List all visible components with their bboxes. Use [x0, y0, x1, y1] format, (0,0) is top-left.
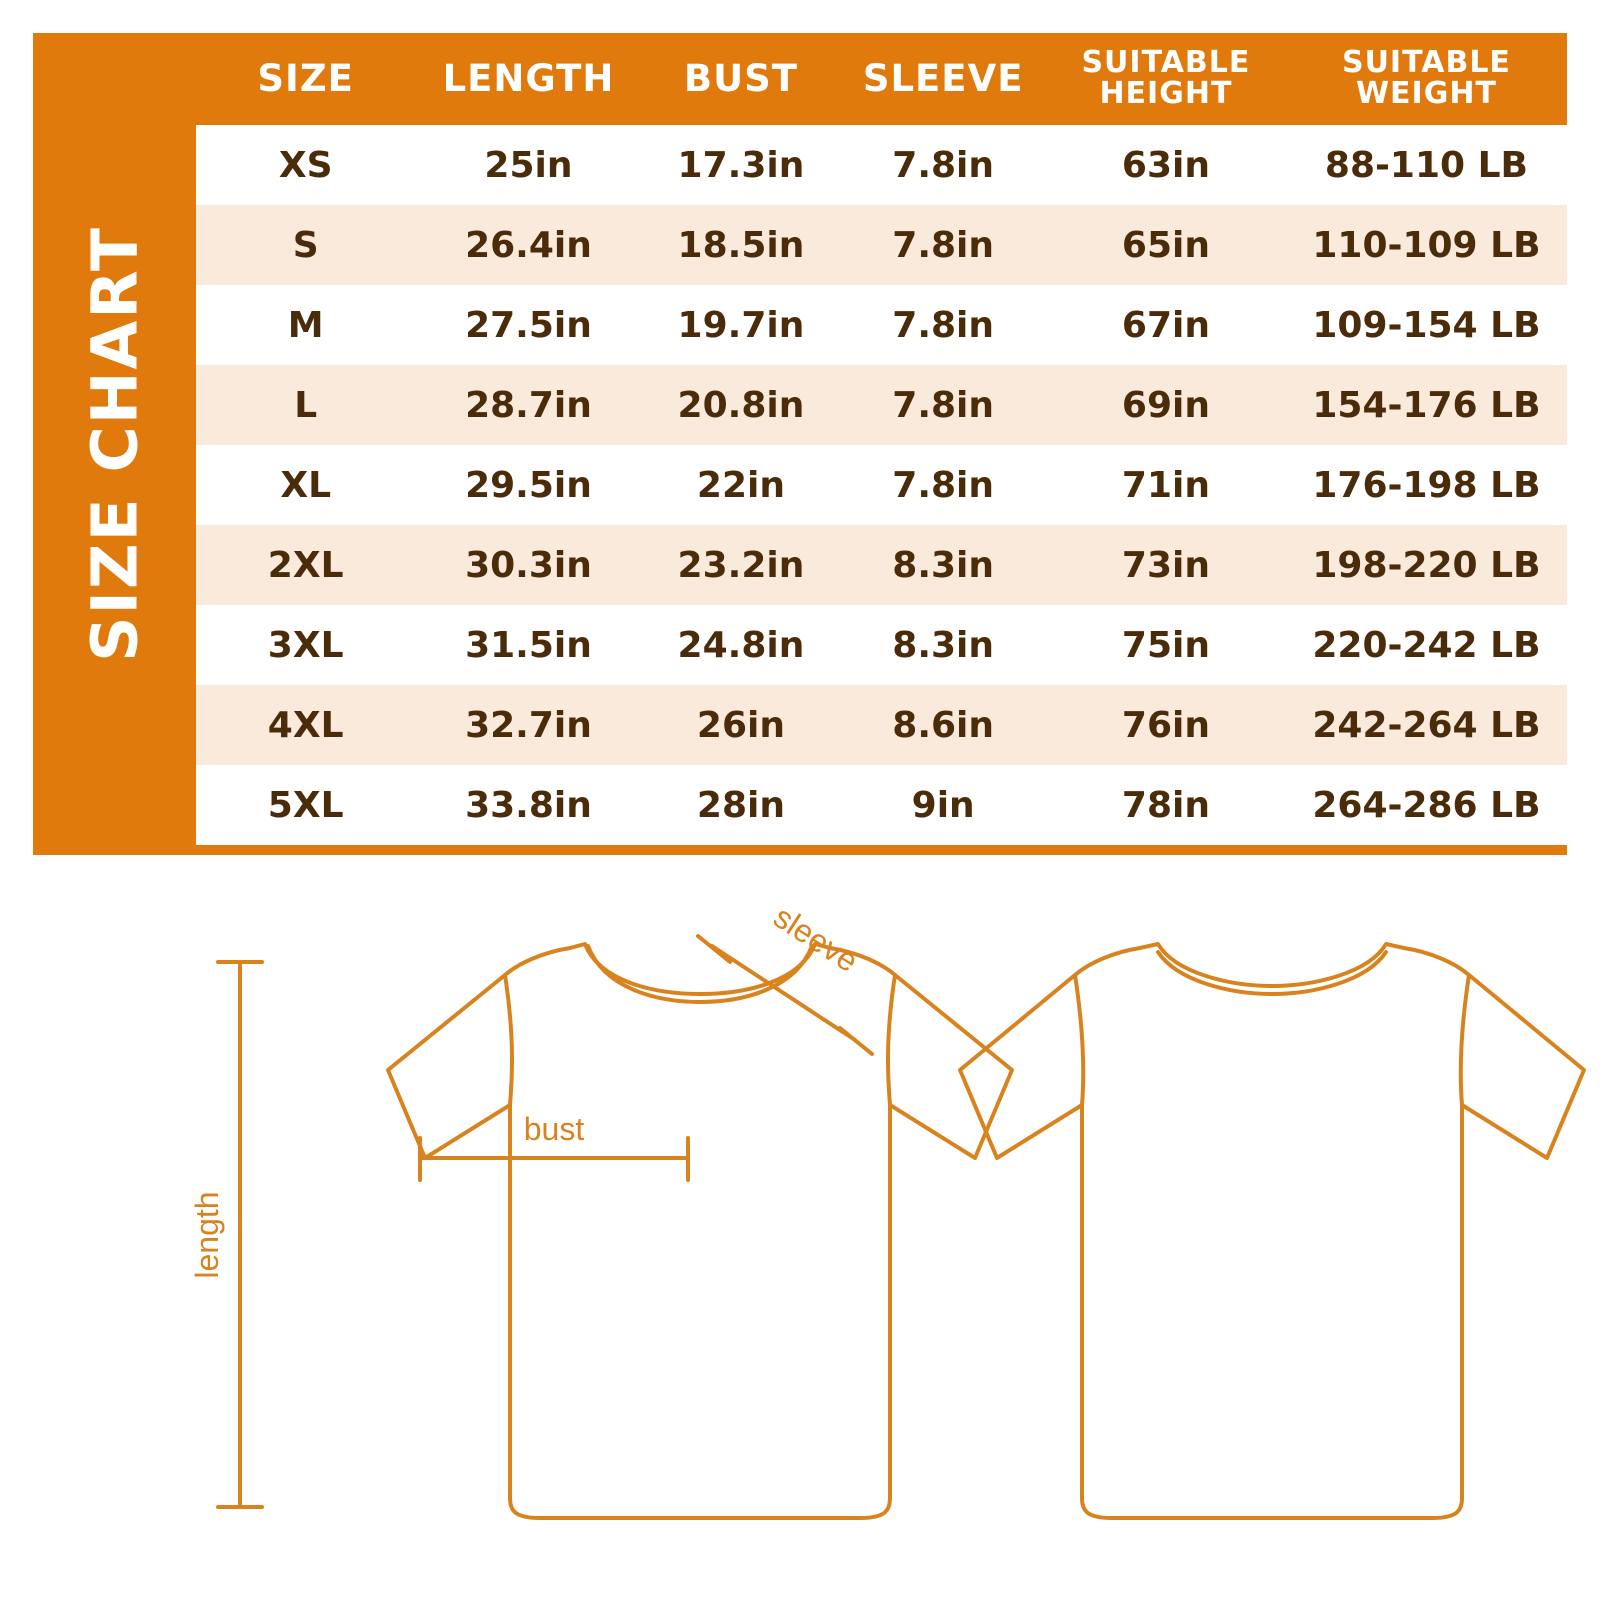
column-header-suitable-height-line2: HEIGHT: [1099, 76, 1233, 111]
column-header-length: LENGTH: [442, 57, 615, 101]
cell-bust: 20.8in: [642, 365, 841, 445]
cell-length: 25in: [415, 125, 641, 205]
column-header-suitable-weight-line2: WEIGHT: [1355, 76, 1497, 111]
cell-size: M: [196, 285, 415, 365]
page-title: SIZE CHART: [78, 226, 151, 662]
cell-size: 4XL: [196, 685, 415, 765]
cell-length: 29.5in: [415, 445, 641, 525]
cell-length: 27.5in: [415, 285, 641, 365]
cell-suitable-weight: 176-198 LB: [1286, 445, 1567, 525]
cell-suitable-height: 75in: [1046, 605, 1286, 685]
bust-label: bust: [523, 1111, 585, 1147]
cell-suitable-height: 76in: [1046, 685, 1286, 765]
cell-length: 31.5in: [415, 605, 641, 685]
table-row: [196, 525, 1567, 605]
column-header-suitable-weight-line1: SUITABLE: [1341, 45, 1511, 81]
cell-sleeve: 8.3in: [840, 605, 1046, 685]
cell-suitable-height: 78in: [1046, 765, 1286, 845]
cell-size: XL: [196, 445, 415, 525]
cell-suitable-height: 63in: [1046, 125, 1286, 205]
column-header-sleeve: SLEEVE: [862, 57, 1024, 101]
table-header-row: [196, 33, 1567, 125]
tshirt-back-icon: [960, 944, 1584, 1518]
cell-size: L: [196, 365, 415, 445]
table-row: [196, 445, 1567, 525]
cell-length: 30.3in: [415, 525, 641, 605]
cell-sleeve: 8.6in: [840, 685, 1046, 765]
table-row: [196, 365, 1567, 445]
column-header-size: SIZE: [257, 57, 354, 101]
table-row: [196, 205, 1567, 285]
cell-sleeve: 9in: [840, 765, 1046, 845]
cell-bust: 24.8in: [642, 605, 841, 685]
size-chart-title-column: [33, 33, 196, 855]
column-header-suitable-height: [1046, 33, 1286, 125]
cell-length: 33.8in: [415, 765, 641, 845]
cell-suitable-weight: 154-176 LB: [1286, 365, 1567, 445]
cell-suitable-weight: 198-220 LB: [1286, 525, 1567, 605]
cell-length: 26.4in: [415, 205, 641, 285]
cell-suitable-height: 69in: [1046, 365, 1286, 445]
length-label: length: [189, 1191, 225, 1279]
cell-sleeve: 7.8in: [840, 205, 1046, 285]
column-header-suitable-height-line1: SUITABLE: [1081, 45, 1251, 81]
table-row: [196, 285, 1567, 365]
cell-sleeve: 7.8in: [840, 285, 1046, 365]
cell-sleeve: 7.8in: [840, 445, 1046, 525]
cell-suitable-weight: 88-110 LB: [1286, 125, 1567, 205]
size-table: [196, 33, 1567, 845]
cell-sleeve: 7.8in: [840, 125, 1046, 205]
table-row: [196, 125, 1567, 205]
cell-sleeve: 7.8in: [840, 365, 1046, 445]
cell-bust: 22in: [642, 445, 841, 525]
cell-bust: 23.2in: [642, 525, 841, 605]
size-table-wrapper: [196, 33, 1567, 855]
cell-suitable-weight: 220-242 LB: [1286, 605, 1567, 685]
cell-suitable-height: 73in: [1046, 525, 1286, 605]
cell-suitable-height: 65in: [1046, 205, 1286, 285]
cell-sleeve: 8.3in: [840, 525, 1046, 605]
tshirt-front-icon: [388, 944, 1012, 1518]
cell-suitable-height: 67in: [1046, 285, 1286, 365]
column-header-suitable-weight: [1286, 33, 1567, 125]
table-row: [196, 765, 1567, 845]
cell-suitable-weight: 110-109 LB: [1286, 205, 1567, 285]
cell-size: 5XL: [196, 765, 415, 845]
cell-bust: 26in: [642, 685, 841, 765]
cell-suitable-weight: 242-264 LB: [1286, 685, 1567, 765]
tshirt-diagram-svg: [0, 890, 1600, 1590]
cell-length: 32.7in: [415, 685, 641, 765]
cell-suitable-weight: 264-286 LB: [1286, 765, 1567, 845]
size-chart-block: [33, 33, 1567, 855]
cell-bust: 28in: [642, 765, 841, 845]
cell-length: 28.7in: [415, 365, 641, 445]
cell-suitable-height: 71in: [1046, 445, 1286, 525]
cell-size: 2XL: [196, 525, 415, 605]
cell-suitable-weight: 109-154 LB: [1286, 285, 1567, 365]
cell-size: S: [196, 205, 415, 285]
size-table-body: [196, 125, 1567, 845]
table-row: [196, 685, 1567, 765]
size-table-head: [196, 33, 1567, 125]
cell-size: XS: [196, 125, 415, 205]
column-header-bust: BUST: [683, 57, 799, 101]
cell-bust: 19.7in: [642, 285, 841, 365]
table-row: [196, 605, 1567, 685]
cell-size: 3XL: [196, 605, 415, 685]
cell-bust: 17.3in: [642, 125, 841, 205]
cell-bust: 18.5in: [642, 205, 841, 285]
sleeve-label: sleeve: [767, 898, 865, 980]
measurement-diagram: [0, 890, 1600, 1590]
